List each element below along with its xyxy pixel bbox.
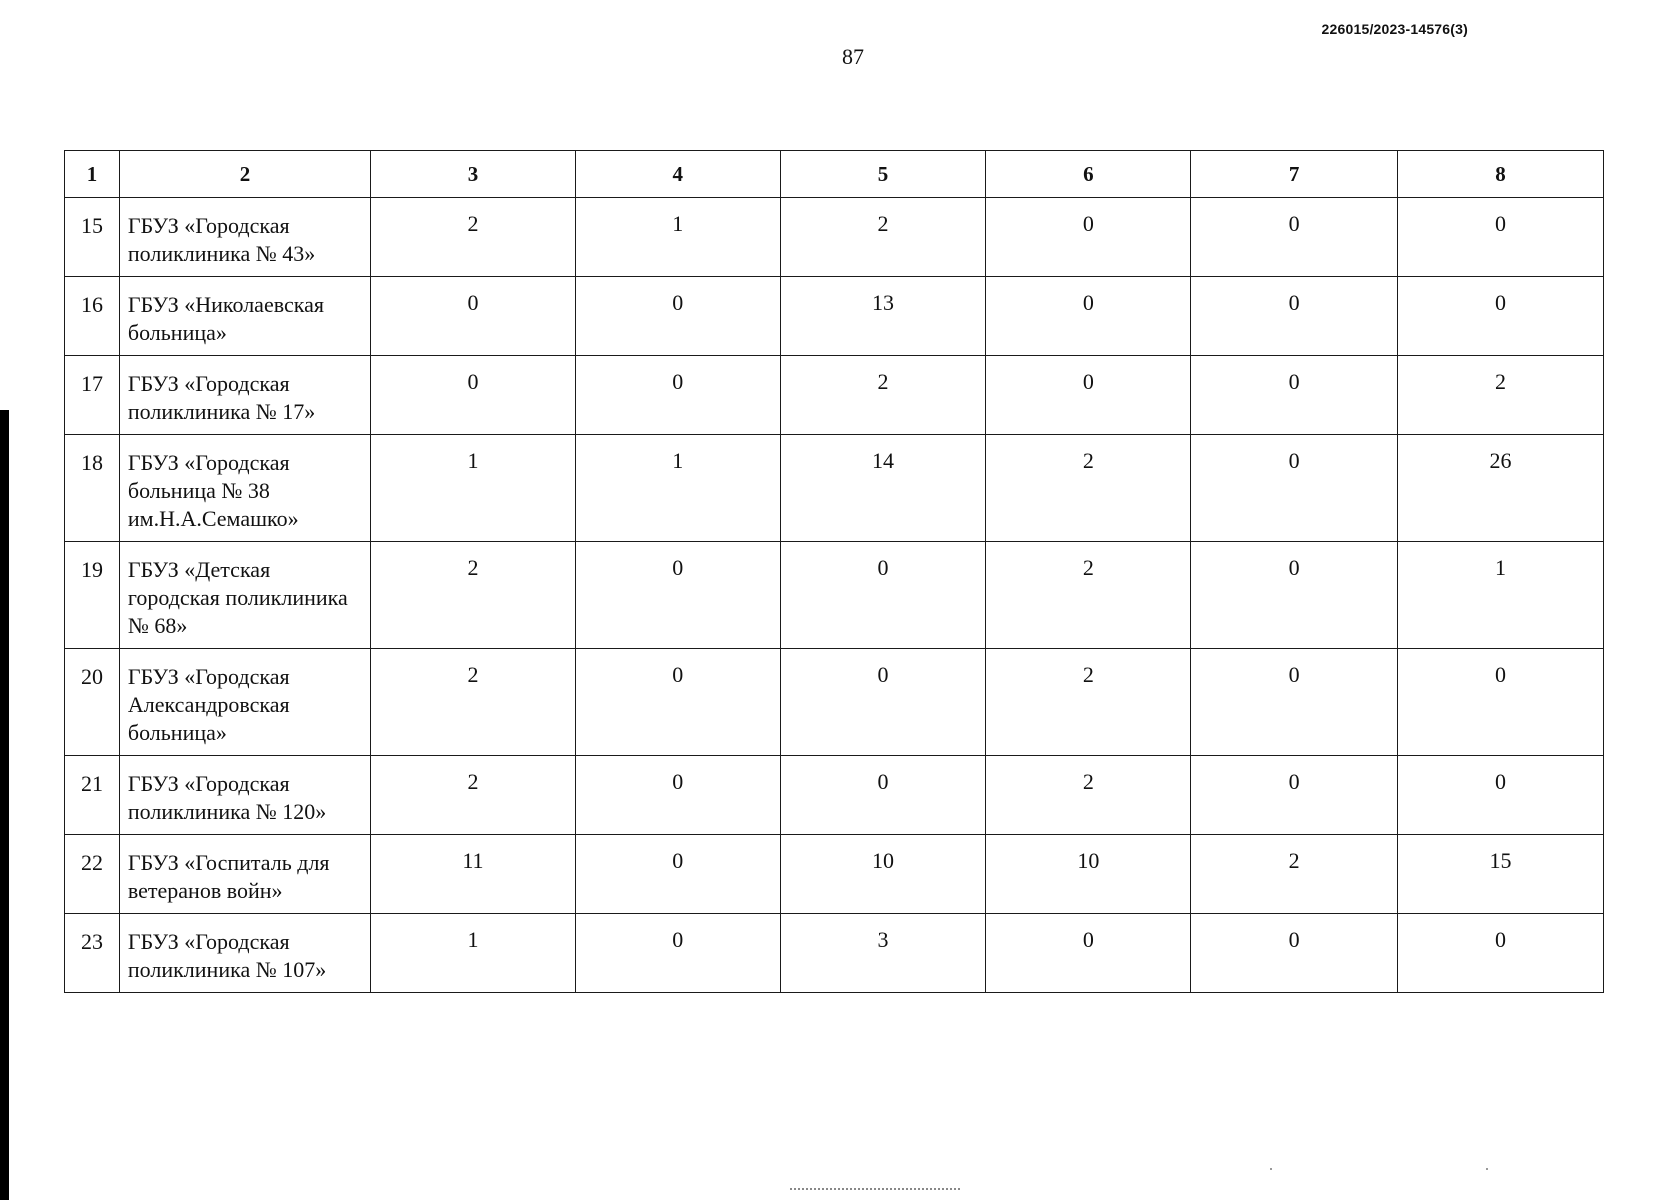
cell-value: 0 [575, 756, 780, 835]
cell-value: 1 [575, 435, 780, 542]
cell-value: 0 [986, 277, 1191, 356]
cell-value: 10 [986, 835, 1191, 914]
cell-value: 10 [780, 835, 986, 914]
institution-name: ГБУЗ «Городская поликлиника № 120» [119, 756, 370, 835]
page-number: 87 [842, 44, 864, 69]
cell-value: 2 [986, 649, 1191, 756]
cell-value: 2 [986, 435, 1191, 542]
cell-value: 0 [371, 356, 576, 435]
column-header: 1 [65, 151, 120, 198]
cell-value: 1 [1398, 542, 1604, 649]
row-number: 17 [65, 356, 120, 435]
table-row [65, 277, 1604, 356]
institution-name: ГБУЗ «Детская городская поликлиника № 68» [119, 542, 370, 649]
table-row [65, 835, 1604, 914]
institution-name: ГБУЗ «Госпиталь для ветеранов войн» [119, 835, 370, 914]
table-row [65, 756, 1604, 835]
institution-name: ГБУЗ «Городская поликлиника № 107» [119, 914, 370, 993]
cell-value: 0 [1398, 198, 1604, 277]
row-number: 22 [65, 835, 120, 914]
cell-value: 15 [1398, 835, 1604, 914]
cell-value: 0 [1191, 542, 1398, 649]
cell-value: 0 [1191, 649, 1398, 756]
cell-value: 0 [986, 356, 1191, 435]
table-row [65, 198, 1604, 277]
cell-value: 1 [371, 435, 576, 542]
column-header: 3 [371, 151, 576, 198]
cell-value: 0 [1398, 756, 1604, 835]
cell-value: 0 [1191, 198, 1398, 277]
column-header: 7 [1191, 151, 1398, 198]
table-header-row [65, 151, 1604, 198]
cell-value: 2 [371, 756, 576, 835]
column-header: 2 [119, 151, 370, 198]
table-row [65, 649, 1604, 756]
cell-value: 0 [575, 914, 780, 993]
cell-value: 13 [780, 277, 986, 356]
institution-name: ГБУЗ «Городская поликлиника № 17» [119, 356, 370, 435]
cell-value: 0 [780, 542, 986, 649]
table-row [65, 356, 1604, 435]
cell-value: 2 [780, 198, 986, 277]
cell-value: 0 [1398, 649, 1604, 756]
cell-value: 0 [575, 542, 780, 649]
column-header: 5 [780, 151, 986, 198]
cell-value: 0 [1191, 914, 1398, 993]
cell-value: 0 [1191, 756, 1398, 835]
institution-name: ГБУЗ «Городская больница № 38 им.Н.А.Семашко» [119, 435, 370, 542]
cell-value: 14 [780, 435, 986, 542]
document-id: 226015/2023-14576(3) [1321, 21, 1468, 37]
cell-value: 2 [1398, 356, 1604, 435]
column-header: 8 [1398, 151, 1604, 198]
cell-value: 11 [371, 835, 576, 914]
row-number: 23 [65, 914, 120, 993]
scan-edge-shadow [0, 410, 9, 1200]
cell-value: 2 [986, 542, 1191, 649]
cell-value: 0 [986, 198, 1191, 277]
table-row [65, 914, 1604, 993]
cell-value: 0 [371, 277, 576, 356]
row-number: 20 [65, 649, 120, 756]
cell-value: 1 [575, 198, 780, 277]
cell-value: 0 [1191, 435, 1398, 542]
cell-value: 2 [1191, 835, 1398, 914]
row-number: 19 [65, 542, 120, 649]
table-row [65, 542, 1604, 649]
row-number: 16 [65, 277, 120, 356]
scan-artifact-footer [790, 1188, 960, 1196]
cell-value: 26 [1398, 435, 1604, 542]
scan-speck [1270, 1168, 1272, 1170]
column-header: 4 [575, 151, 780, 198]
row-number: 21 [65, 756, 120, 835]
cell-value: 2 [986, 756, 1191, 835]
cell-value: 0 [1398, 277, 1604, 356]
cell-value: 2 [371, 542, 576, 649]
cell-value: 1 [371, 914, 576, 993]
institution-name: ГБУЗ «Городская поликлиника № 43» [119, 198, 370, 277]
cell-value: 0 [575, 649, 780, 756]
cell-value: 0 [575, 356, 780, 435]
row-number: 15 [65, 198, 120, 277]
cell-value: 0 [780, 756, 986, 835]
institution-name: ГБУЗ «Николаевская больница» [119, 277, 370, 356]
cell-value: 0 [780, 649, 986, 756]
cell-value: 3 [780, 914, 986, 993]
cell-value: 2 [371, 198, 576, 277]
cell-value: 0 [1191, 356, 1398, 435]
cell-value: 0 [1398, 914, 1604, 993]
scan-speck [1486, 1168, 1488, 1170]
cell-value: 0 [575, 277, 780, 356]
cell-value: 2 [371, 649, 576, 756]
column-header: 6 [986, 151, 1191, 198]
cell-value: 0 [986, 914, 1191, 993]
cell-value: 0 [1191, 277, 1398, 356]
institution-name: ГБУЗ «Городская Александровская больница» [119, 649, 370, 756]
data-table [64, 150, 1604, 993]
cell-value: 2 [780, 356, 986, 435]
cell-value: 0 [575, 835, 780, 914]
table-row [65, 435, 1604, 542]
row-number: 18 [65, 435, 120, 542]
